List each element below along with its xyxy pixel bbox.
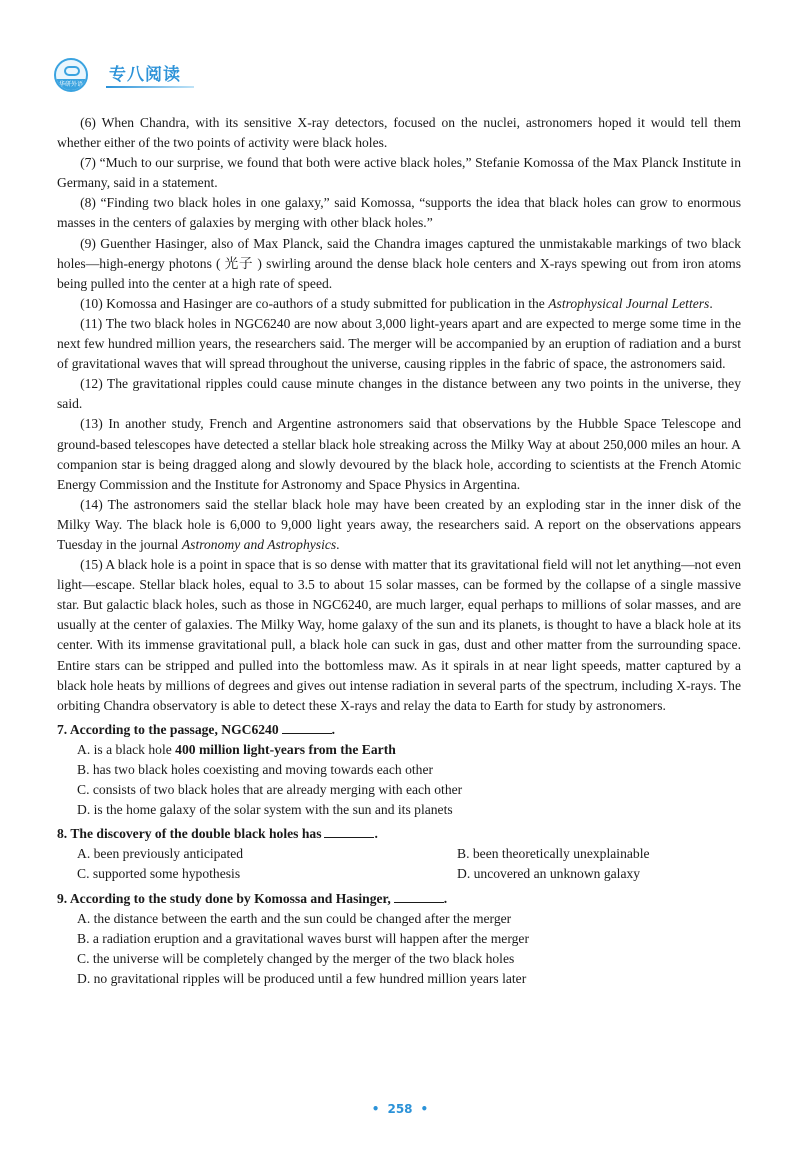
paragraph-15: (15) A black hole is a point in space that is so dense with matter that its gravitational field will not let anything—not even light—escape. Stellar black holes, equal to 3.5 to about 15 solar masses, can be formed by the collapse of a single massive star. But galactic black holes, such as those in NGC6240, are much larger, equal perhaps to millions of solar masses, and are usually at the center of galaxies. The Milky Way, home galaxy of the sun and its planets, is thought to have a black hole at its center. With its immense gravitational pull, a black hole can suck in gas, dust and other matter from the surrounding space. Entire stars can be stripped and pulled into the bottomless maw. As it spirals in at near light speeds, matter captured by a black hole heats by millions of degrees and gives out intense radiation in several parts of the spectrum, including X-rays. The orbiting Chandra observatory is able to detect these X-rays and relay the data to Earth for study by astronomers.	[57, 557, 741, 713]
journal-title: Astronomy and Astrophysics	[181, 536, 337, 552]
cloud-icon	[64, 66, 80, 76]
paragraph-13: (13) In another study, French and Argentine astronomers said that observations by the Hubble Space Telescope and ground-based telescopes have detected a stellar black hole streaking across the Milky Way at about 250,000 miles an hour. A companion star is being dragged along and slowly devoured by the black hole, according to scientists at the French Atomic Energy Commission and the Institute for Astronomy and Space Physics in Argentina.	[57, 416, 741, 492]
option-7a	[77, 740, 741, 760]
dot-icon: •	[420, 1102, 429, 1116]
paragraph-8: (8) “Finding two black holes in one galaxy,” said Komossa, “supports the idea that black holes can grow to enormous masses in the centers of galaxies by merging with other black holes.”	[57, 195, 741, 231]
question-8-end: .	[374, 826, 378, 842]
question-7-options	[57, 740, 741, 820]
answer-blank	[324, 823, 374, 838]
option-7b: B. has two black holes coexisting and moving towards each other	[77, 762, 433, 777]
paragraph-10-text: (10) Komossa and Hasinger are co-authors of a study submitted for publication in the	[80, 295, 549, 311]
answer-blank	[394, 888, 444, 903]
option-7a-text: A. is a black hole	[77, 741, 176, 757]
header-underline	[106, 86, 194, 88]
page-header	[50, 56, 750, 96]
option-7c: C. consists of two black holes that are already merging with each other	[77, 782, 463, 798]
option-8b: B. been theoretically unexplainable	[457, 846, 650, 862]
answer-blank	[282, 719, 332, 734]
question-8-stem	[57, 823, 741, 844]
paragraph-10-end: .	[709, 295, 713, 311]
paragraph-12: (12) The gravitational ripples could cause minute changes in the distance between any two points in the universe, they said.	[57, 376, 741, 412]
logo-text: 华研外语	[56, 79, 86, 90]
section-title: 专八阅读	[109, 65, 181, 85]
paragraph-14-end: .	[336, 536, 340, 552]
option-9d: D. no gravitational ripples will be produced until a few hundred million years later	[77, 970, 527, 986]
question-9-text: 9. According to the study done by Komossa and Hasinger,	[57, 890, 391, 906]
reading-passage	[57, 113, 741, 989]
option-9b: B. a radiation eruption and a gravitational waves burst will happen after the merger	[77, 930, 529, 946]
option-8d: D. uncovered an unknown galaxy	[457, 866, 641, 882]
paragraph-10	[57, 294, 741, 314]
option-row	[77, 844, 741, 864]
paragraph-9: (9) Guenther Hasinger, also of Max Planck, said the Chandra images captured the unmistakable markings of two black holes—high-energy photons ( 光子 ) swirling around the dense black hole centers and X-rays spewing out from iron atoms being pulled into the center at a high rate of speed.	[57, 235, 741, 291]
paragraph-14	[57, 495, 741, 555]
question-8-text: 8. The discovery of the double black holes has	[57, 826, 322, 842]
publisher-logo	[54, 58, 88, 92]
question-7-end: .	[331, 721, 336, 737]
option-7a-bold: 400 million light-years from the Earth	[175, 741, 396, 757]
option-row	[77, 864, 741, 884]
paragraph-11: (11) The two black holes in NGC6240 are now about 3,000 light-years apart and are expected to merge some time in the next few hundred million years, the researchers said. The merger will be accompanied by an eruption of radiation and a burst of gravitational waves that will spread throughout the universe, causing ripples in the fabric of space, the astronomers said.	[57, 315, 741, 372]
question-8-options	[57, 844, 741, 884]
paragraph-7: (7) “Much to our surprise, we found that both were active black holes,” Stefanie Komossa of the Max Planck Institute in Germany, said in a statement.	[57, 155, 741, 191]
dot-icon: •	[371, 1102, 380, 1116]
option-8c: C. supported some hypothesis	[77, 866, 241, 882]
page-number-value: 258	[387, 1102, 413, 1116]
page-number	[0, 1102, 800, 1116]
option-9a: A. the distance between the earth and the sun could be changed after the merger	[77, 910, 512, 926]
option-8a: A. been previously anticipated	[77, 846, 244, 862]
question-7-stem	[57, 719, 741, 740]
question-9-end: .	[443, 890, 448, 906]
option-7d: D. is the home galaxy of the solar system with the sun and its planets	[77, 802, 453, 818]
option-9c: C. the universe will be completely changed by the merger of the two black holes	[77, 950, 515, 966]
question-9-options	[57, 909, 741, 989]
journal-title: Astrophysical Journal Letters	[548, 295, 710, 311]
question-7-text: 7. According to the passage, NGC6240	[57, 721, 279, 737]
paragraph-6: (6) When Chandra, with its sensitive X-ray detectors, focused on the nuclei, astronomers hoped it would tell them whether either of the two points of activity were black holes.	[57, 115, 741, 151]
question-9-stem	[57, 888, 741, 909]
paragraph-14-text: (14) The astronomers said the stellar black hole may have been created by an exploding star in the inner disk of the Milky Way. The black hole is 6,000 to 9,000 light years away, the researchers said. A report on the observations appears Tuesday in the journal	[57, 496, 741, 552]
